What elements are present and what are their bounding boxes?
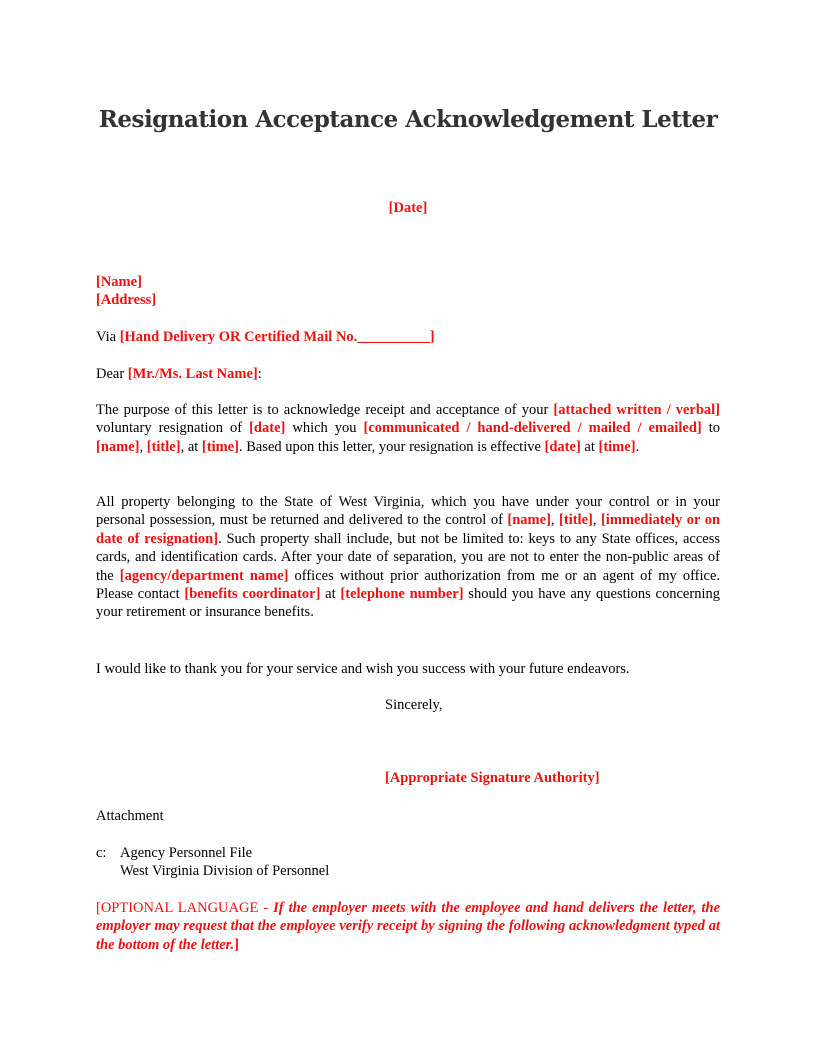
placeholder-name: [name] — [507, 512, 551, 529]
placeholder-title: [title] — [146, 438, 181, 455]
placeholder-effective-time: [time] — [598, 438, 636, 455]
recipient-name: [Name] — [96, 274, 142, 290]
text: . Based upon this letter, your resignation is effective — [238, 438, 545, 455]
text: . Such property shall include, but not be limited to: keys to any State offices, access cards, and identification cards. After your date of separation, you are not to enter the non-public areas of the — [96, 530, 720, 584]
text: which you — [285, 420, 364, 437]
salutation-name-placeholder: [Mr./Ms. Last Name] — [127, 366, 258, 382]
paragraph-property — [96, 493, 720, 622]
via-prefix: Via — [96, 329, 120, 345]
text: , — [550, 512, 560, 529]
placeholder-resignation-type: [attached written / verbal] — [553, 402, 720, 418]
placeholder-telephone: [telephone number] — [340, 586, 464, 603]
placeholder-time: [time] — [201, 438, 239, 455]
salutation-prefix: Dear — [96, 366, 128, 382]
paragraph-acknowledgement — [96, 401, 720, 456]
signature-placeholder: [Appropriate Signature Authority] — [385, 770, 600, 786]
text: at — [320, 586, 341, 603]
optional-language-note — [96, 899, 720, 954]
text: , — [139, 438, 147, 455]
cc-list — [96, 844, 329, 881]
optional-language-text: If the employer meets with the employee and hand delivers the letter, the employer may request that the employee verify receipt by signing the following acknowledgment typed at the bottom of the letter. — [96, 900, 721, 953]
cc-label: c: — [96, 845, 107, 861]
text: to — [701, 420, 720, 437]
text: . — [635, 438, 640, 455]
salutation-suffix: : — [257, 366, 262, 382]
placeholder-title: [title] — [559, 512, 593, 529]
document-title: Resignation Acceptance Acknowledgement Letter — [98, 106, 718, 133]
placeholder-date: [date] — [249, 420, 286, 437]
optional-language-close: ] — [234, 936, 239, 953]
placeholder-benefits-coordinator: [benefits coordinator] — [184, 586, 321, 603]
text: All property belonging to the State of West Virginia, which you have under your control or in your personal possession, must be returned and delivered to the control of — [96, 494, 720, 529]
placeholder-agency-name: [agency/department name] — [119, 567, 289, 584]
cc-item: Agency Personnel File — [120, 845, 253, 861]
via-line — [96, 328, 435, 346]
text: should you have any questions concerning your retirement or insurance benefits. — [96, 586, 720, 621]
placeholder-communication-method: [communicated / hand-delivered / mailed / emailed] — [363, 420, 702, 437]
text: offices without prior authorization from me or an agent of my office. Please contact — [96, 567, 721, 603]
text: The purpose of this letter is to acknowledge receipt and acceptance of your — [96, 402, 554, 418]
placeholder-effective-date: [date] — [544, 438, 581, 455]
text: voluntary resignation of — [96, 420, 250, 437]
placeholder-name: [name] — [96, 438, 140, 455]
text: at — [580, 438, 599, 455]
recipient-address: [Address] — [96, 292, 157, 308]
text: , at — [180, 438, 202, 455]
optional-language-label: [OPTIONAL LANGUAGE - — [96, 900, 274, 916]
salutation — [96, 365, 262, 383]
delivery-method-placeholder: [Hand Delivery OR Certified Mail No.__________] — [119, 329, 435, 345]
attachment-label: Attachment — [96, 808, 164, 824]
text: , — [592, 512, 601, 529]
closing: Sincerely, — [385, 697, 443, 713]
date-placeholder: [Date] — [388, 200, 428, 216]
paragraph-thanks: I would like to thank you for your service and wish you success with your future endeavors. — [96, 661, 630, 677]
placeholder-return-timing: [immediately or on date of resignation] — [96, 512, 721, 547]
cc-item: West Virginia Division of Personnel — [120, 863, 330, 880]
